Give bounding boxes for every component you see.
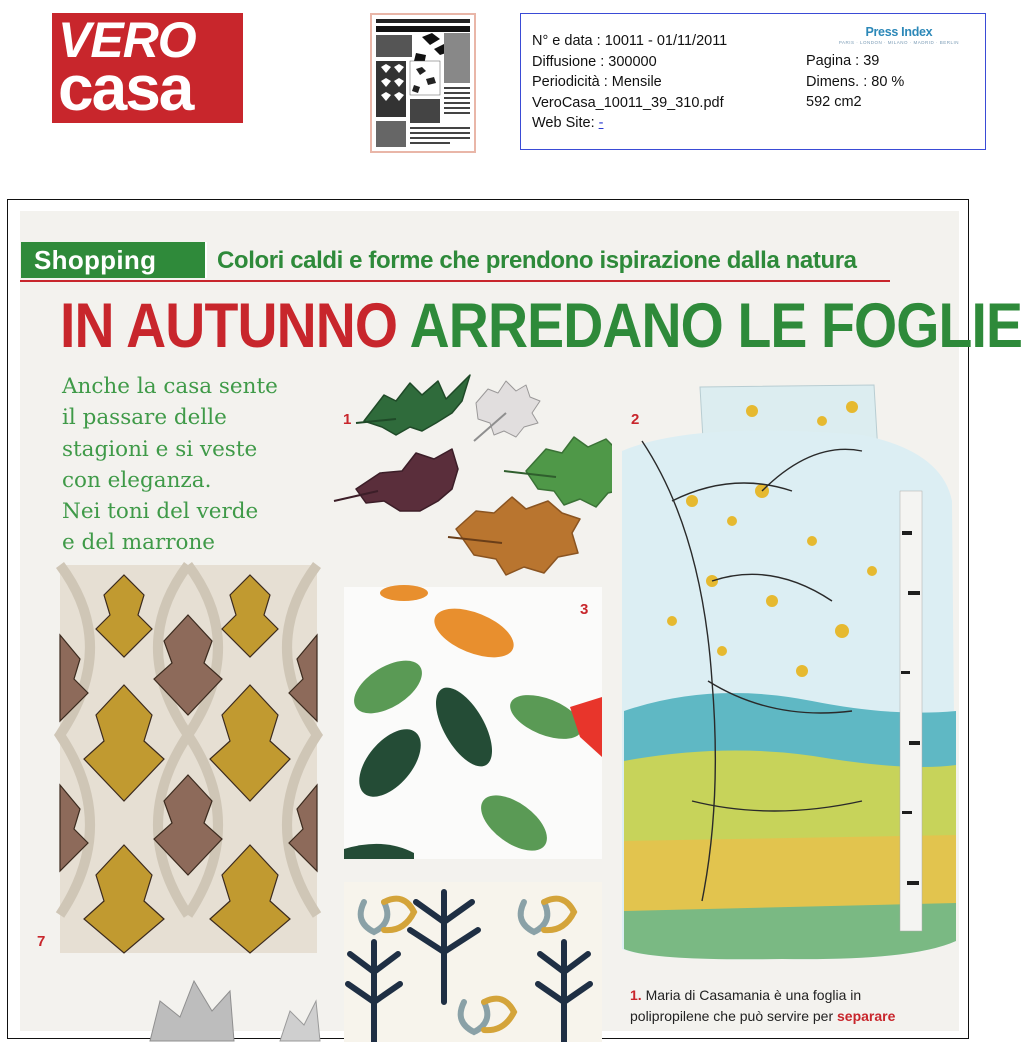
- intro-line: stagioni e si veste: [62, 436, 258, 462]
- intro-text: [62, 371, 332, 559]
- intro-line: il passare delle: [62, 405, 227, 431]
- logo-text-vero: VERO: [58, 12, 196, 68]
- logo-text-casa: casa: [58, 52, 193, 124]
- article-page: [20, 211, 1023, 1031]
- website-link[interactable]: -: [598, 115, 604, 131]
- press-index-title: Press Index: [865, 25, 933, 39]
- tulip-pattern-photo: [344, 882, 602, 1042]
- headline-red: IN AUTUNNO: [60, 291, 398, 361]
- caption-emphasis: separare: [837, 1008, 896, 1024]
- diffusione: Diffusione : 300000: [532, 53, 657, 70]
- photo-number-1: 1: [343, 411, 352, 428]
- kicker: Colori caldi e forme che prendono ispirazione dalla natura: [217, 247, 857, 274]
- kicker-rule: [20, 280, 890, 282]
- file-name: VeroCasa_10011_39_310.pdf: [532, 94, 724, 111]
- page-thumbnail[interactable]: [370, 13, 476, 153]
- headline: [60, 291, 1023, 361]
- section-label: Shopping: [34, 245, 157, 275]
- numero-data: N° e data : 10011 - 01/11/2011: [532, 33, 728, 49]
- photo-number-7: 7: [37, 933, 46, 950]
- intro-line: e del marrone: [62, 530, 216, 556]
- intro-line: con eleganza.: [62, 467, 212, 493]
- section-banner: [21, 242, 207, 278]
- leaf-separators-photo: [326, 361, 626, 601]
- headline-green: ARREDANO LE FOGLIE: [409, 291, 1023, 361]
- photo-number-3: 3: [580, 601, 589, 618]
- periodicita: Periodicità : Mensile: [532, 74, 662, 90]
- photo-number-2: 2: [631, 411, 640, 428]
- dimens: Dimens. : 80 %: [806, 73, 905, 90]
- caption: [630, 985, 960, 1027]
- area: 592 cm2: [806, 94, 862, 110]
- verocasa-logo: [52, 13, 243, 123]
- intro-line: Nei toni del verde: [62, 499, 259, 525]
- grey-leaf-photo: [120, 961, 320, 1041]
- website-row: [532, 113, 727, 134]
- press-index-subtitle: PARIS · LONDON · MILANO · MADRID · BERLIN: [838, 40, 959, 45]
- felt-leaves-photo: [344, 587, 602, 859]
- press-info-box: [520, 13, 986, 150]
- caption-number: 1.: [630, 987, 642, 1003]
- intro-line: Anche la casa sente: [62, 374, 278, 399]
- press-index-logo: [839, 25, 959, 45]
- caption-text-1: Maria di Casamania è una foglia in: [641, 987, 862, 1003]
- caption-line-1: [630, 985, 960, 1006]
- birch-duvet-photo: [612, 381, 958, 981]
- caption-line-2: [630, 1006, 960, 1027]
- leaf-wallpaper-photo: [60, 565, 317, 953]
- website-label: Web Site:: [532, 115, 599, 131]
- pagina: Pagina : 39: [806, 53, 880, 69]
- caption-text-2: polipropilene che può servire per: [630, 1008, 838, 1024]
